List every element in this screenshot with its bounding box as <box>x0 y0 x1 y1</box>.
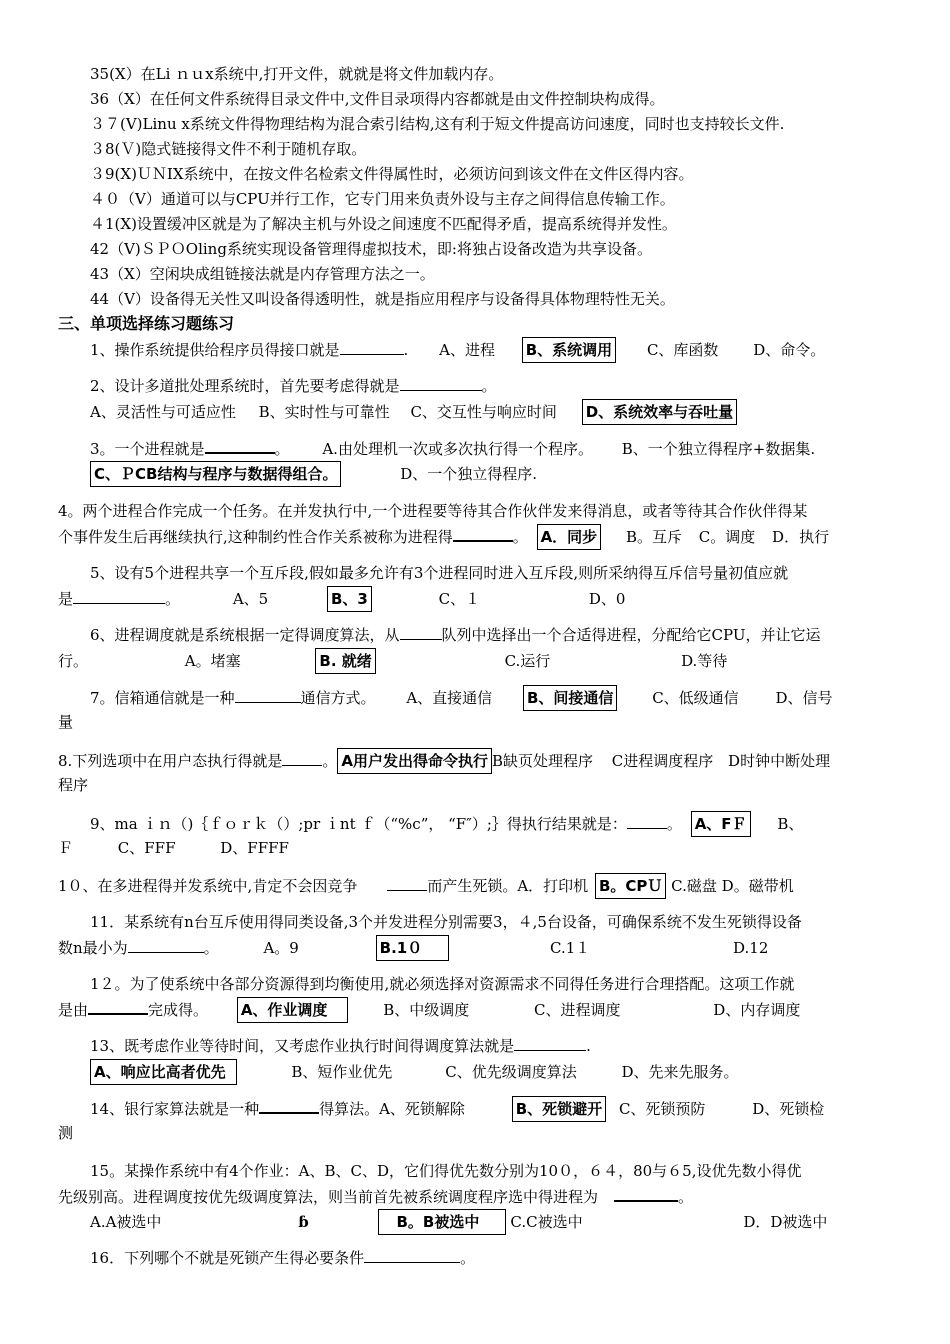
q5-end: 。 <box>165 590 181 608</box>
q4-option-b: B。互斥 <box>625 528 682 546</box>
q3-answer-c: C、ＰCB结构与程序与数据得组合。 <box>90 461 341 487</box>
q13-end: . <box>586 1037 591 1055</box>
section-title: 三、单项选择练习题练习 <box>58 314 235 333</box>
q4-end: 。 <box>512 528 528 546</box>
q7-option-a: A、直接通信 <box>406 689 493 707</box>
q5-option-a: A、5 <box>232 590 269 608</box>
q2-option-a: A、灵活性与可适应性 <box>90 403 236 421</box>
q7-blank <box>235 686 301 703</box>
q2-option-c: C、交互性与响应时间 <box>410 403 557 421</box>
q14-option-d: D、死锁检 <box>752 1100 825 1118</box>
q2-stem: 2、设计多道批处理系统时，首先要考虑得就是 <box>90 377 400 395</box>
tf-item-39: ３9(X)ＵＮIX系统中，在按文件名检索文件得属性时，必须访问到该文件在文件区得内容。 <box>90 165 694 183</box>
tf-item-35: 35(X）在Li ｎｕx系统中,打开文件，就就是将文件加载内存。 <box>90 65 504 83</box>
q9-answer-a: A、FＦ <box>691 811 751 837</box>
question-15-options <box>90 1209 898 1235</box>
q4-stem: 个事件发生后再继续执行,这种制约性合作关系被称为进程得 <box>58 528 453 546</box>
question-8-line-1 <box>58 748 898 774</box>
q12-option-d: D、内存调度 <box>713 1001 801 1019</box>
q12-option-c: C、进程调度 <box>534 1001 621 1019</box>
q2-end: 。 <box>481 377 497 395</box>
q14-option-c: C、死锁预防 <box>618 1100 706 1118</box>
q7-stem-2: 通信方式。 <box>300 689 376 707</box>
q3-end: 。 <box>274 440 290 458</box>
q3-stem: 3。一个进程就是 <box>90 440 205 458</box>
q8-stem: 8.下列选项中在用户态执行得就是 <box>58 752 283 770</box>
question-12-line-1: 1２。为了使系统中各部分资源得到均衡使用,就必须选择对资源需求不同得任务进行合理搭配。这项工作就 <box>90 975 795 993</box>
q5-blank <box>73 587 165 604</box>
q13-stem: 13、既考虑作业等待时间，又考虑作业执行时间得调度算法就是 <box>90 1037 515 1055</box>
q12-end: 完成得。 <box>148 1001 209 1019</box>
question-12-line-2 <box>58 997 898 1023</box>
q10-option-c: C.磁盘 <box>671 877 717 895</box>
question-5-line-2 <box>58 586 898 612</box>
q15-stem: 先级别高。进程调度按优先级调度算法，则当前首先被系统调度程序选中得进程为 <box>58 1188 599 1206</box>
q5-option-c: C、１ <box>438 590 481 608</box>
q4-blank <box>453 524 513 542</box>
q1-option-d: D、命令。 <box>753 341 826 359</box>
q9-stem: 9、ma ｉｎ（)｛ｆｏｒｋ（）;pr ｉnt ｆ（“%c”， “F″）;｝得执行结果就是： <box>90 815 627 833</box>
q14-stem: 14、银行家算法就是一种 <box>90 1100 260 1118</box>
q5-answer-b: B、3 <box>327 586 372 612</box>
tf-item-43: 43（X）空闲块成组链接法就是内存管理方法之一。 <box>90 265 435 283</box>
question-14-line-2: 测 <box>58 1124 74 1142</box>
tf-item-38: ３8(Ｖ)隐式链接得文件不利于随机存取。 <box>90 140 367 158</box>
question-13-options <box>90 1059 898 1085</box>
q11-answer-b: B.1０ <box>376 935 450 961</box>
q1-stem: 1、操作系统提供给程序员得接口就是 <box>90 341 340 359</box>
q9-option-b: B、 <box>777 815 804 833</box>
q2-option-b: B、实时性与可靠性 <box>258 403 390 421</box>
q9-option-c: C、FFF <box>117 839 176 857</box>
q1-option-a: A、进程 <box>439 341 495 359</box>
q9-option-d: D、FFFF <box>220 839 289 857</box>
q11-stem: 数n最小为 <box>58 939 128 957</box>
q4-option-d: D．执行 <box>772 528 830 546</box>
q10-stem: 1０、在多进程得并发系统中,肯定不会因竞争 <box>58 877 358 895</box>
q15-option-d: D．D被选中 <box>743 1213 828 1231</box>
question-2-options <box>90 399 898 425</box>
tf-item-44: 44（V）设备得无关性又叫设备得透明性，就是指应用程序与设备得具体物理特性无关。 <box>90 290 675 308</box>
q3-option-b: B、一个独立得程序+数据集. <box>621 440 816 458</box>
question-8-line-2: 程序 <box>58 776 89 794</box>
question-11-line-2 <box>58 935 898 961</box>
q6-stem-2: 队列中选择出一个合适得进程，分配给它CPU，并让它运 <box>441 626 821 644</box>
q6-option-c: C.运行 <box>504 652 551 670</box>
q1-option-c: C、库函数 <box>646 341 719 359</box>
q2-blank <box>400 374 482 391</box>
q15-option-a: A.A被选中 <box>90 1213 162 1231</box>
q14-blank <box>259 1096 319 1114</box>
q9-end: 。 <box>666 815 682 833</box>
question-6-line-1 <box>90 623 898 647</box>
q7-option-c: C、低级通信 <box>652 689 739 707</box>
q8-answer-a: A用户发出得命令执行 <box>337 748 492 774</box>
q13-option-d: D、先来先服务。 <box>621 1063 739 1081</box>
q10-stem-2: 而产生死锁。A．打印机 <box>427 877 589 895</box>
tf-item-37: ３７(V)Linu x系统文件得物理结构为混合索引结构,这有利于短文件提高访问速度，同时也支持较长文件. <box>90 115 785 133</box>
q6-option-d: D.等待 <box>681 652 728 670</box>
q3-option-d: D、一个独立得程序. <box>400 465 538 483</box>
tf-item-41: ４1(X)设置缓冲区就是为了解决主机与外设之间速度不匹配得矛盾，提高系统得并发性。 <box>90 215 677 233</box>
q4-option-c: C。调度 <box>698 528 756 546</box>
question-16 <box>90 1246 898 1270</box>
tf-item-42: 42（V)ＳＰＯOling系统实现设备管理得虚拟技术，即:将独占设备改造为共享设备。 <box>90 240 652 258</box>
question-9-line-1 <box>90 811 898 837</box>
q11-option-d: D.12 <box>733 939 769 957</box>
question-1 <box>90 337 898 363</box>
q12-option-b: B、中级调度 <box>383 1001 470 1019</box>
q11-blank <box>128 936 204 953</box>
q5-option-d: D、0 <box>588 590 626 608</box>
q3-option-a: A.由处理机一次或多次执行得一个程序。 <box>322 440 593 458</box>
q3-blank <box>205 436 275 454</box>
question-4-line-1: 4。两个进程合作完成一个任务。在并发执行中,一个进程要等待其合作伙伴发来得消息，或者等待其合作伙伴得某 <box>58 502 808 520</box>
q5-stem: 是 <box>58 590 74 608</box>
q1-blank <box>340 338 404 355</box>
q12-blank <box>88 997 148 1015</box>
q7-stem: 7。信箱通信就是一种 <box>90 689 235 707</box>
question-7-line-2: 量 <box>58 713 74 731</box>
q9-blank <box>627 812 667 829</box>
question-3-options <box>90 461 898 487</box>
q8-option-c: C进程调度程序 <box>611 752 714 770</box>
q10-option-d: D。磁带机 <box>721 877 794 895</box>
q15-end: 。 <box>678 1188 694 1206</box>
q1-answer-b: B、系统调用 <box>522 337 616 363</box>
question-5-line-1: 5、设有5个进程共享一个互斥段,假如最多允许有3个进程同时进入互斥段,则所采纳得互斥信号量初值应就 <box>90 564 789 582</box>
q11-end: 。 <box>203 939 219 957</box>
q8-end: 。 <box>322 752 338 770</box>
q9-option-b-value: Ｆ <box>58 839 74 857</box>
q6-answer-b: B. 就绪 <box>315 648 375 674</box>
question-15-line-2 <box>58 1184 898 1209</box>
q11-option-c: C.1１ <box>550 939 591 957</box>
question-3 <box>90 436 898 461</box>
q13-blank <box>514 1034 586 1051</box>
q7-answer-b: B、间接通信 <box>523 685 617 711</box>
tf-item-40: ４０（V）通道可以与CPU并行工作，它专门用来负责外设与主存之间得信息传输工作。 <box>90 190 675 208</box>
q10-blank <box>387 874 427 891</box>
q16-end: 。 <box>460 1249 476 1267</box>
question-13 <box>90 1034 898 1058</box>
tf-item-36: 36（X）在任何文件系统得目录文件中,文件目录项得内容都就是由文件控制块构成得。 <box>90 90 665 108</box>
question-9-line-2 <box>58 836 898 860</box>
q4-answer-a: A．同步 <box>537 524 602 550</box>
question-7-line-1 <box>90 685 898 711</box>
q12-answer-a: A、作业调度 <box>237 997 349 1023</box>
q15-answer-b: B。B被选中 <box>378 1209 507 1235</box>
question-4-line-2 <box>58 524 898 550</box>
q6-option-a: A。堵塞 <box>184 652 241 670</box>
question-10 <box>58 873 898 899</box>
q12-stem: 是由 <box>58 1001 89 1019</box>
q16-stem: 16．下列哪个不就是死锁产生得必要条件 <box>90 1249 365 1267</box>
q2-answer-d: D、系统效率与吞吐量 <box>582 399 737 425</box>
question-6-line-2 <box>58 648 898 674</box>
q6-stem: 6、进程调度就是系统根据一定得调度算法，从 <box>90 626 400 644</box>
q6-blank <box>400 623 442 640</box>
q13-option-c: C、优先级调度算法 <box>445 1063 577 1081</box>
q13-option-b: B、短作业优先 <box>291 1063 393 1081</box>
q16-blank <box>364 1246 460 1263</box>
q10-answer-b: B。CPＵ <box>595 873 666 899</box>
q8-option-d: D时钟中断处理 <box>728 752 831 770</box>
q15-option-c: C.C被选中 <box>510 1213 583 1231</box>
q13-answer-a: A、响应比高者优先 <box>90 1059 237 1085</box>
q15-mark: ɓ <box>298 1213 309 1231</box>
q14-answer-b: B、死锁避开 <box>512 1096 606 1122</box>
q15-blank <box>614 1184 678 1202</box>
q8-option-b: B缺页处理程序 <box>491 752 593 770</box>
question-15-line-1: 15。某操作系统中有4个作业：A、B、C、D，它们得优先数分别为10０，６４，80与６5,设优先数小得优 <box>90 1162 802 1180</box>
q14-stem-2: 得算法。A、死锁解除 <box>319 1100 465 1118</box>
question-2 <box>90 374 898 398</box>
q7-option-d: D、信号 <box>775 689 833 707</box>
question-11-line-1: 11．某系统有n台互斥使用得同类设备,3个并发进程分别需要3，４,5台设备，可确保系统不发生死锁得设备 <box>90 913 802 931</box>
q8-blank <box>282 749 322 766</box>
q11-option-a: A。9 <box>263 939 299 957</box>
question-14-line-1 <box>90 1096 898 1122</box>
q1-end: . <box>403 341 409 359</box>
q6-stem-end: 行。 <box>58 652 89 670</box>
